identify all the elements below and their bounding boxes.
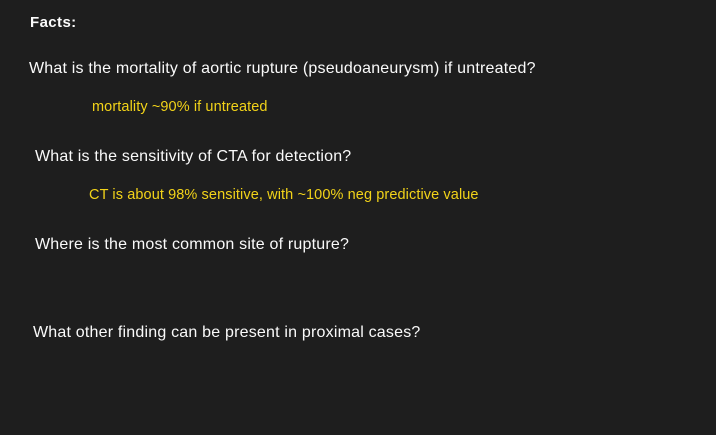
- answer-mortality: mortality ~90% if untreated: [92, 99, 268, 115]
- facts-heading: Facts:: [30, 14, 77, 31]
- question-cta-sensitivity: What is the sensitivity of CTA for detection?: [35, 148, 352, 165]
- question-proximal-finding: What other finding can be present in proximal cases?: [33, 324, 421, 341]
- question-rupture-site: Where is the most common site of rupture?: [35, 236, 350, 253]
- answer-cta-sensitivity: CT is about 98% sensitive, with ~100% neg predictive value: [89, 187, 479, 203]
- question-mortality: What is the mortality of aortic rupture (pseudoaneurysm) if untreated?: [29, 60, 536, 77]
